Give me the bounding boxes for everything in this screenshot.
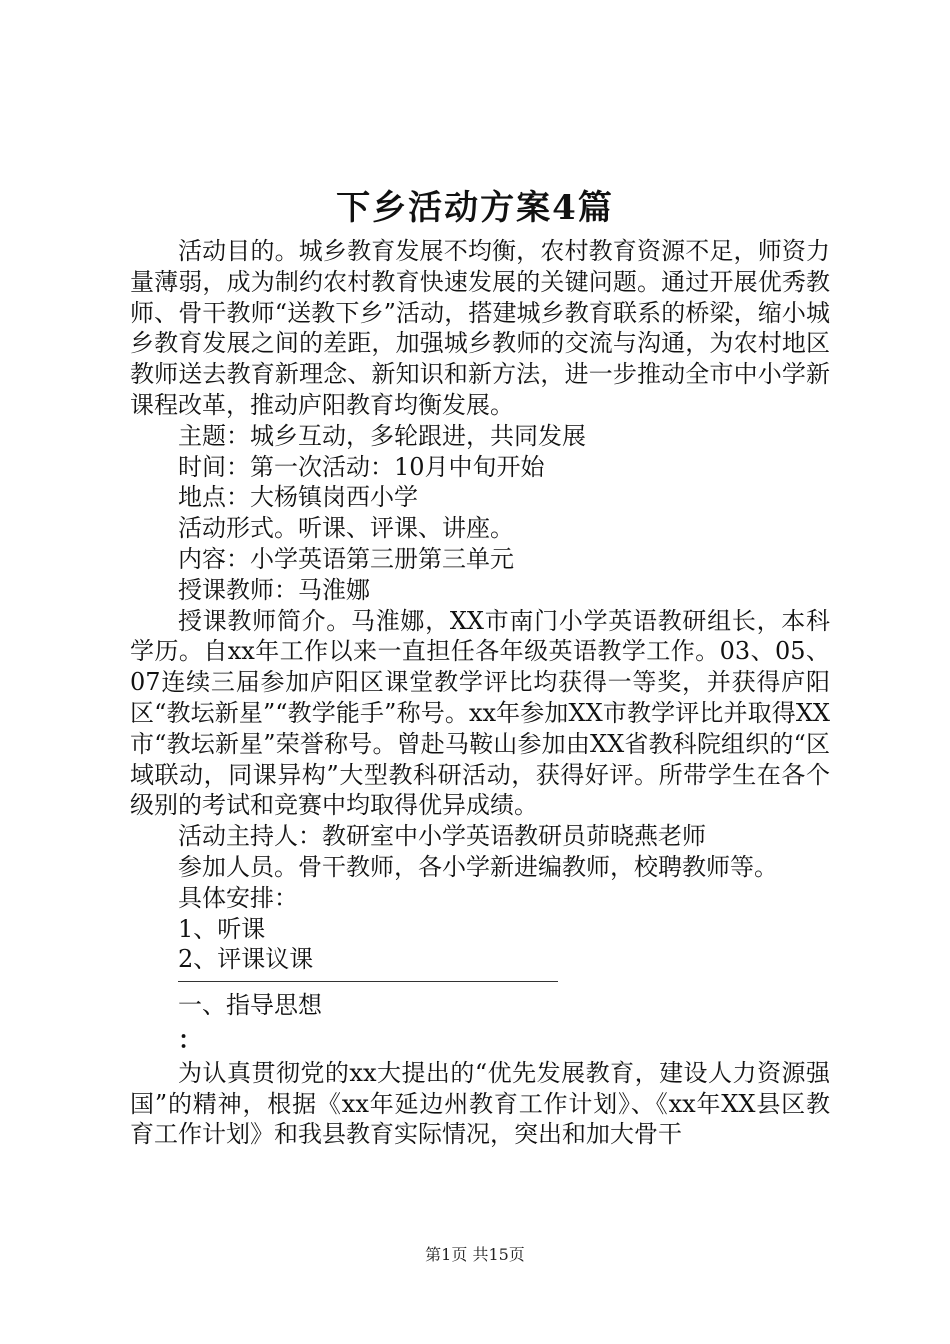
page-indicator: 第1页 共15页: [425, 1245, 525, 1264]
paragraph-participants: 参加人员。骨干教师，各小学新进编教师，校聘教师等。: [178, 852, 778, 881]
paragraph-time: 时间：第一次活动：10月中旬开始: [178, 452, 545, 481]
document-body: [130, 236, 830, 1150]
list-item-listen: 1、听课: [178, 914, 266, 943]
paragraph-guiding-thought: 为认真贯彻党的xx大提出的“优先发展教育，建设人力资源强国”的精神，根据《xx年延边州教育工作计划》、《xx年XX县区教育工作计划》和我县教育实际情况，突出和加大骨干: [130, 1058, 830, 1149]
paragraph-activity-purpose: 活动目的。城乡教育发展不均衡，农村教育资源不足，师资力量薄弱，成为制约农村教育快速发展的关键问题。通过开展优秀教师、骨干教师“送教下乡”活动，搭建城乡教育联系的桥梁，缩小城乡教育发展之间的差距，加强城乡教师的交流与沟通，为农村地区教师送去教育新理念、新知识和新方法，进一步推动全市中小学新课程改革，推动庐阳教育均衡发展。: [130, 237, 830, 419]
paragraph-teacher-profile: 授课教师简介。马淮娜，XX市南门小学英语教研组长，本科学历。自xx年工作以来一直担任各年级英语教学工作。03、05、07连续三届参加庐阳区课堂教学评比均获得一等奖，并获得庐阳区“教坛新星”“教学能手”称号。xx年参加XX市教学评比并取得XX市“教坛新星”荣誉称号。曾赴马鞍山参加由XX省教科院组织的“区域联动，同课异构”大型教科研活动，获得好评。所带学生在各个级别的考试和竞赛中均取得优异成绩。: [130, 606, 830, 820]
section-heading: 一、指导思想: [178, 991, 322, 1020]
paragraph-host: 活动主持人：教研室中小学英语教研员茆晓燕老师: [178, 822, 706, 851]
paragraph-location: 地点：大杨镇岗西小学: [178, 483, 418, 512]
paragraph-content: 内容：小学英语第三册第三单元: [178, 544, 514, 573]
paragraph-theme: 主题：城乡互动，多轮跟进，共同发展: [178, 421, 586, 450]
section-divider: [178, 981, 558, 982]
paragraph-arrangement: 具体安排：: [178, 883, 298, 912]
paragraph-teacher: 授课教师：马淮娜: [178, 575, 370, 604]
document-title: 下乡活动方案4篇: [336, 188, 614, 228]
list-item-evaluate: 2、评课议课: [178, 945, 314, 974]
section-colon: ：: [178, 1024, 202, 1054]
paragraph-activity-form: 活动形式。听课、评课、讲座。: [178, 514, 514, 543]
